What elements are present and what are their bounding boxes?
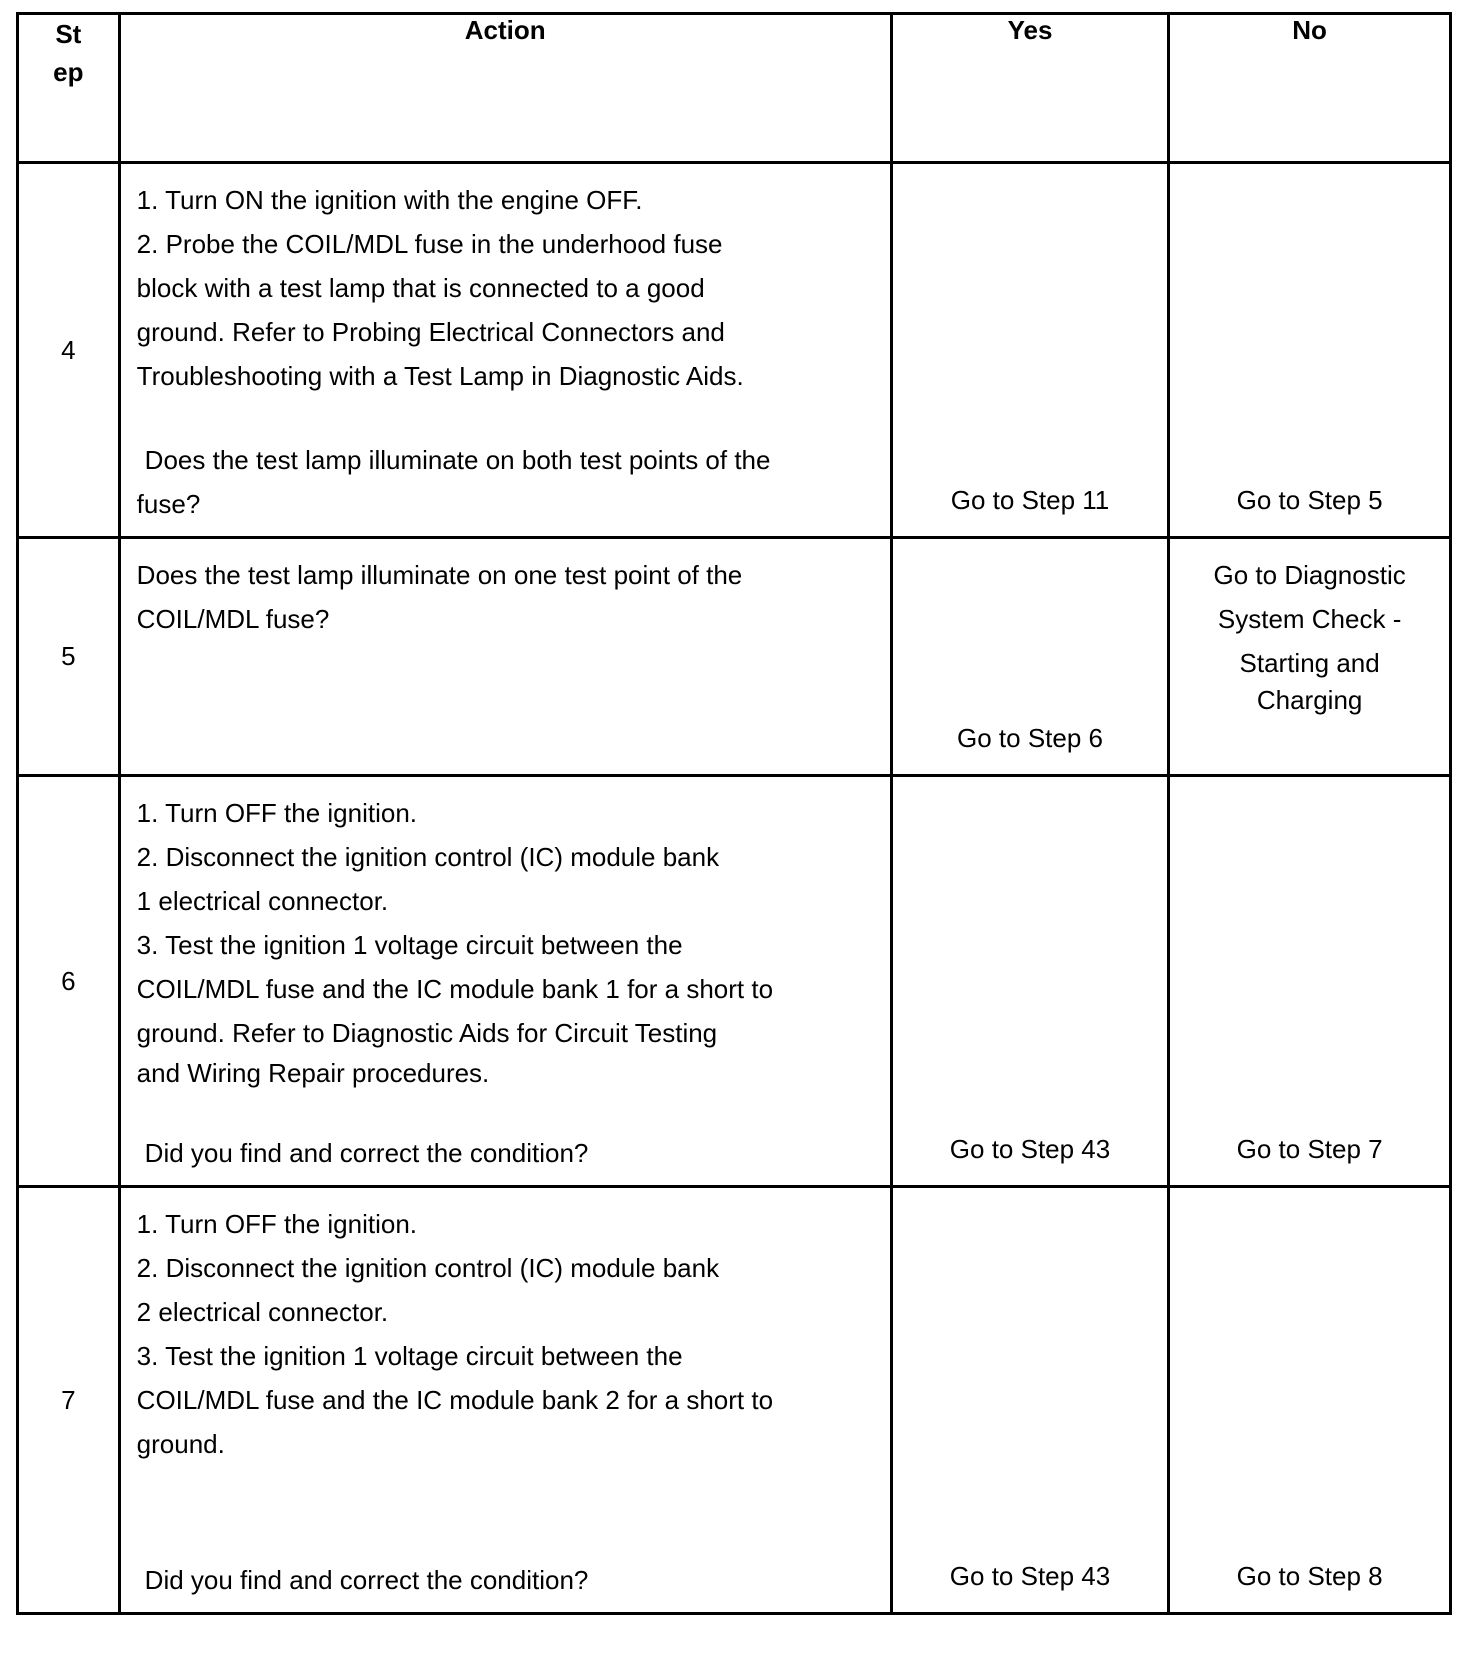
no-result: Go to Step 7 xyxy=(1169,776,1451,1187)
step-number: 5 xyxy=(18,538,120,776)
action-line: 1. Turn OFF the ignition. xyxy=(136,798,418,828)
action-line: Troubleshooting with a Test Lamp in Diagnostic Aids. xyxy=(136,361,744,391)
action-cell xyxy=(119,1187,891,1614)
header-yes: Yes xyxy=(891,14,1168,163)
action-line: 1 electrical connector. xyxy=(136,886,389,916)
action-line: ground. Refer to Diagnostic Aids for Circuit Testing xyxy=(136,1018,718,1048)
no-result: Go to Diagnostic System Check - Starting and Charging xyxy=(1169,538,1451,776)
yes-result: Go to Step 43 xyxy=(891,776,1168,1187)
question-line: fuse? xyxy=(136,489,201,519)
question-line: Does the test lamp illuminate on both test points of the xyxy=(144,445,771,475)
action-line: COIL/MDL fuse and the IC module bank 1 for a short to xyxy=(136,974,774,1004)
action-line: ground. Refer to Probing Electrical Connectors and xyxy=(136,317,725,347)
action-line: COIL/MDL fuse and the IC module bank 2 for a short to xyxy=(136,1385,774,1415)
no-result: Go to Step 5 xyxy=(1169,163,1451,538)
table-row xyxy=(18,163,1451,538)
action-line: and Wiring Repair procedures. xyxy=(136,1058,490,1088)
action-cell xyxy=(119,538,891,776)
question-line: Did you find and correct the condition? xyxy=(144,1138,589,1168)
header-step: St ep xyxy=(18,14,120,163)
step-number: 4 xyxy=(18,163,120,538)
action-line: 3. Test the ignition 1 voltage circuit between the xyxy=(136,930,683,960)
header-no: No xyxy=(1169,14,1451,163)
yes-result: Go to Step 11 xyxy=(891,163,1168,538)
question-line: Did you find and correct the condition? xyxy=(144,1565,589,1595)
table-row xyxy=(18,1187,1451,1614)
header-row xyxy=(18,14,1451,163)
action-cell xyxy=(119,163,891,538)
action-line: block with a test lamp that is connected to a good xyxy=(136,273,705,303)
action-line: 2. Disconnect the ignition control (IC) module bank xyxy=(136,1253,720,1283)
diagnostic-table xyxy=(16,12,1452,1615)
table-row xyxy=(18,538,1451,776)
action-line: 1. Turn OFF the ignition. xyxy=(136,1209,418,1239)
yes-result: Go to Step 6 xyxy=(891,538,1168,776)
yes-result: Go to Step 43 xyxy=(891,1187,1168,1614)
action-line: 2 electrical connector. xyxy=(136,1297,389,1327)
action-line: Does the test lamp illuminate on one test point of the xyxy=(136,560,743,590)
action-line: 2. Disconnect the ignition control (IC) module bank xyxy=(136,842,720,872)
no-result: Go to Step 8 xyxy=(1169,1187,1451,1614)
action-line: ground. xyxy=(136,1429,225,1459)
action-line: 1. Turn ON the ignition with the engine OFF. xyxy=(136,185,643,215)
header-action: Action xyxy=(119,14,891,163)
action-line: 3. Test the ignition 1 voltage circuit between the xyxy=(136,1341,683,1371)
action-line: 2. Probe the COIL/MDL fuse in the underhood fuse xyxy=(136,229,723,259)
table-row xyxy=(18,776,1451,1187)
action-line: COIL/MDL fuse? xyxy=(136,604,330,634)
step-number: 6 xyxy=(18,776,120,1187)
step-number: 7 xyxy=(18,1187,120,1614)
action-cell xyxy=(119,776,891,1187)
